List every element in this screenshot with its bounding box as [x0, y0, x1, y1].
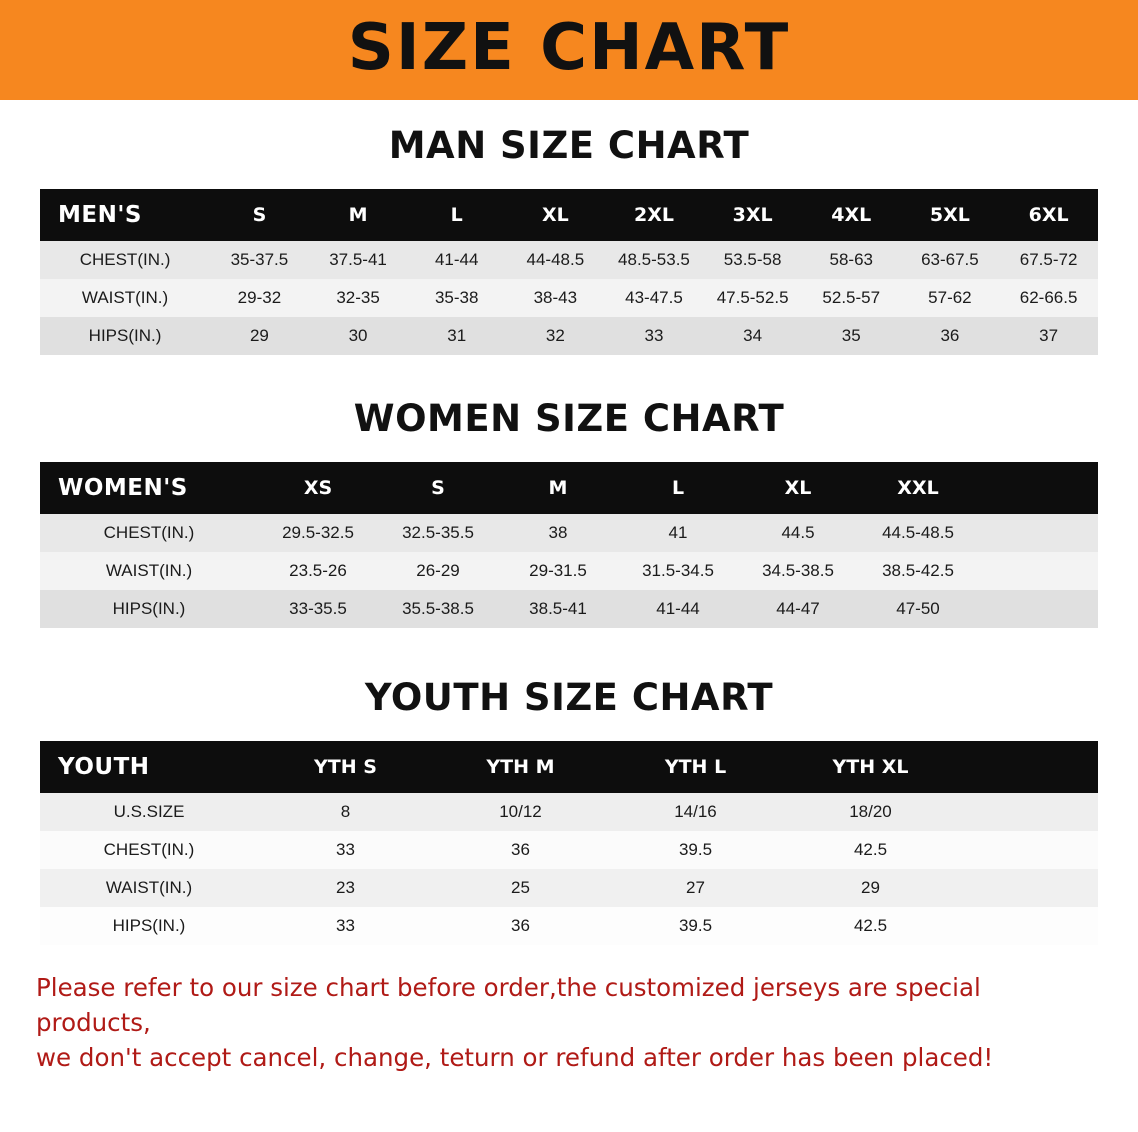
women-cell: 38.5-41: [498, 590, 618, 628]
disclaimer-line-2: we don't accept cancel, change, teturn or refund after order has been placed!: [36, 1042, 994, 1072]
men-cell: 37.5-41: [309, 241, 408, 279]
table-row: [40, 317, 1098, 355]
youth-row-label: CHEST(IN.): [40, 831, 258, 869]
women-cell: 29.5-32.5: [258, 514, 378, 552]
youth-col-header: YTH M: [433, 741, 608, 793]
youth-cell: 36: [433, 831, 608, 869]
men-col-header: L: [407, 189, 506, 241]
men-cell: 37: [999, 317, 1098, 355]
men-corner-label: MEN'S: [40, 189, 210, 241]
youth-cell-spacer: [958, 869, 1098, 907]
youth-section-heading: YOUTH SIZE CHART: [364, 676, 774, 719]
women-cell: 26-29: [378, 552, 498, 590]
man-table-wrap: [40, 189, 1098, 355]
women-cell: 41: [618, 514, 738, 552]
men-cell: 48.5-53.5: [605, 241, 704, 279]
women-cell: 44-47: [738, 590, 858, 628]
men-cell: 29: [210, 317, 309, 355]
youth-col-header: YTH S: [258, 741, 433, 793]
women-col-header: XS: [258, 462, 378, 514]
women-cell: 32.5-35.5: [378, 514, 498, 552]
table-row: [40, 241, 1098, 279]
men-col-header: 3XL: [703, 189, 802, 241]
youth-cell: 10/12: [433, 793, 608, 831]
page-title: SIZE CHART: [347, 11, 791, 85]
youth-size-table: [40, 741, 1098, 945]
men-col-header: 6XL: [999, 189, 1098, 241]
women-col-header: XL: [738, 462, 858, 514]
disclaimer-line-1: Please refer to our size chart before order,the customized jerseys are special products,: [36, 973, 981, 1037]
table-row: [40, 793, 1098, 831]
men-cell: 36: [901, 317, 1000, 355]
men-cell: 32-35: [309, 279, 408, 317]
women-cell: 35.5-38.5: [378, 590, 498, 628]
women-cell: 23.5-26: [258, 552, 378, 590]
women-row-label: WAIST(IN.): [40, 552, 258, 590]
youth-corner-label: YOUTH: [40, 741, 258, 793]
women-col-header: S: [378, 462, 498, 514]
men-col-header: 5XL: [901, 189, 1000, 241]
women-cell-spacer: [978, 552, 1098, 590]
youth-cell: 23: [258, 869, 433, 907]
youth-cell-spacer: [958, 907, 1098, 945]
table-row: [40, 869, 1098, 907]
women-cell: 31.5-34.5: [618, 552, 738, 590]
men-cell: 53.5-58: [703, 241, 802, 279]
table-row: [40, 552, 1098, 590]
men-cell: 31: [407, 317, 506, 355]
men-row-label: CHEST(IN.): [40, 241, 210, 279]
table-row: [40, 831, 1098, 869]
men-row-label: HIPS(IN.): [40, 317, 210, 355]
youth-table-wrap: [40, 741, 1098, 945]
women-col-header-spacer: [978, 462, 1098, 514]
table-row: [40, 514, 1098, 552]
youth-cell: 27: [608, 869, 783, 907]
women-row-label: CHEST(IN.): [40, 514, 258, 552]
youth-cell: 18/20: [783, 793, 958, 831]
table-header-row: [40, 462, 1098, 514]
women-cell: 38.5-42.5: [858, 552, 978, 590]
men-cell: 35-38: [407, 279, 506, 317]
men-col-header: S: [210, 189, 309, 241]
men-cell: 38-43: [506, 279, 605, 317]
table-row: [40, 279, 1098, 317]
women-cell: 33-35.5: [258, 590, 378, 628]
women-cell: 34.5-38.5: [738, 552, 858, 590]
women-col-header: L: [618, 462, 738, 514]
men-cell: 32: [506, 317, 605, 355]
youth-cell: 33: [258, 831, 433, 869]
men-col-header: 2XL: [605, 189, 704, 241]
youth-cell-spacer: [958, 793, 1098, 831]
men-cell: 34: [703, 317, 802, 355]
women-cell-spacer: [978, 590, 1098, 628]
youth-cell: 14/16: [608, 793, 783, 831]
men-cell: 35-37.5: [210, 241, 309, 279]
men-col-header: 4XL: [802, 189, 901, 241]
men-col-header: XL: [506, 189, 605, 241]
women-row-label: HIPS(IN.): [40, 590, 258, 628]
men-cell: 33: [605, 317, 704, 355]
men-cell: 41-44: [407, 241, 506, 279]
women-table-wrap: [40, 462, 1098, 628]
youth-cell: 42.5: [783, 831, 958, 869]
women-section-heading: WOMEN SIZE CHART: [353, 397, 785, 440]
men-col-header: M: [309, 189, 408, 241]
men-size-table: [40, 189, 1098, 355]
men-cell: 43-47.5: [605, 279, 704, 317]
men-cell: 47.5-52.5: [703, 279, 802, 317]
youth-cell: 25: [433, 869, 608, 907]
youth-cell-spacer: [958, 831, 1098, 869]
youth-cell: 42.5: [783, 907, 958, 945]
youth-col-header: YTH L: [608, 741, 783, 793]
youth-cell: 8: [258, 793, 433, 831]
youth-cell: 39.5: [608, 831, 783, 869]
men-row-label: WAIST(IN.): [40, 279, 210, 317]
men-cell: 58-63: [802, 241, 901, 279]
men-cell: 35: [802, 317, 901, 355]
men-cell: 52.5-57: [802, 279, 901, 317]
youth-col-header: YTH XL: [783, 741, 958, 793]
banner: [0, 0, 1138, 100]
man-section-heading: MAN SIZE CHART: [388, 124, 750, 167]
youth-row-label: U.S.SIZE: [40, 793, 258, 831]
table-header-row: [40, 189, 1098, 241]
men-cell: 63-67.5: [901, 241, 1000, 279]
women-cell-spacer: [978, 514, 1098, 552]
youth-cell: 33: [258, 907, 433, 945]
youth-cell: 29: [783, 869, 958, 907]
youth-row-label: HIPS(IN.): [40, 907, 258, 945]
women-cell: 38: [498, 514, 618, 552]
youth-col-header-spacer: [958, 741, 1098, 793]
women-cell: 29-31.5: [498, 552, 618, 590]
table-header-row: [40, 741, 1098, 793]
women-cell: 41-44: [618, 590, 738, 628]
youth-cell: 39.5: [608, 907, 783, 945]
women-cell: 44.5: [738, 514, 858, 552]
men-cell: 67.5-72: [999, 241, 1098, 279]
women-col-header: XXL: [858, 462, 978, 514]
women-cell: 47-50: [858, 590, 978, 628]
women-col-header: M: [498, 462, 618, 514]
men-cell: 62-66.5: [999, 279, 1098, 317]
women-cell: 44.5-48.5: [858, 514, 978, 552]
youth-cell: 36: [433, 907, 608, 945]
youth-row-label: WAIST(IN.): [40, 869, 258, 907]
women-corner-label: WOMEN'S: [40, 462, 258, 514]
disclaimer-note: [36, 971, 1102, 1075]
women-size-table: [40, 462, 1098, 628]
men-cell: 30: [309, 317, 408, 355]
men-cell: 29-32: [210, 279, 309, 317]
table-row: [40, 590, 1098, 628]
men-cell: 57-62: [901, 279, 1000, 317]
men-cell: 44-48.5: [506, 241, 605, 279]
table-row: [40, 907, 1098, 945]
